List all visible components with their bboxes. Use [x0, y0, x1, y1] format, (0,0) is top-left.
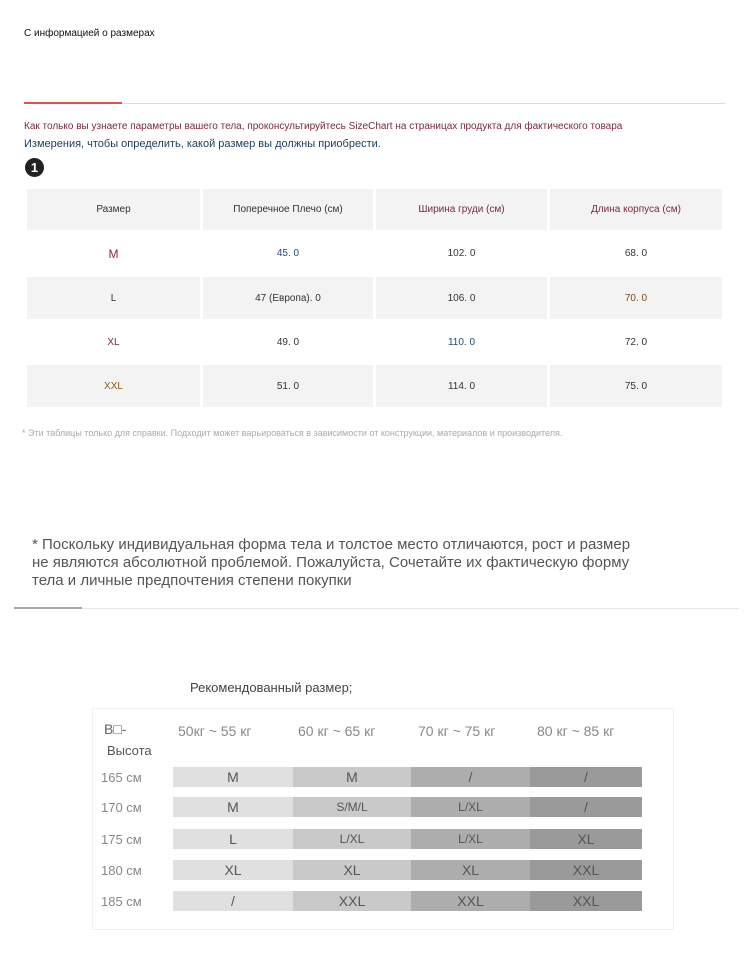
size-recommendation: M — [293, 767, 411, 787]
table-cell: 72. 0 — [624, 336, 648, 348]
table-header: Длина корпуса (см) — [550, 189, 722, 230]
size-recommendation: XXL — [530, 891, 642, 911]
table-cell: L — [27, 277, 200, 319]
intro-text-2: Измерения, чтобы определить, какой размер вы должны приобрести. — [24, 138, 381, 150]
size-recommendation: L/XL — [411, 797, 530, 817]
size-recommendation: XXL — [293, 891, 411, 911]
table-cell: 45. 0 — [276, 248, 300, 259]
height-row-label: 165 см — [101, 770, 142, 785]
size-recommendation: / — [173, 891, 293, 911]
weight-header: 50кг ~ 55 кг — [178, 723, 252, 739]
size-recommendation: XXL — [411, 891, 530, 911]
corner-label: B□- — [104, 721, 127, 737]
table-header: Размер — [27, 189, 200, 230]
recommend-title: Рекомендованный размер; — [190, 680, 353, 695]
table-cell: 68. 0 — [624, 248, 648, 259]
weight-header: 80 кг ~ 85 кг — [537, 723, 615, 739]
table-cell: XXL — [27, 365, 200, 407]
table-note: * Эти таблицы только для справки. Подходит может варьироваться в зависимости от конструкции, материалов и производителя. — [22, 428, 563, 438]
active-tab-indicator — [24, 102, 122, 104]
size-recommendation: XL — [411, 860, 530, 880]
size-recommendation: XXL — [530, 860, 642, 880]
height-row-label: 170 см — [101, 800, 142, 815]
table-header: Ширина груди (см) — [376, 189, 547, 230]
size-recommendation: / — [530, 767, 642, 787]
table-cell: M — [108, 246, 119, 261]
intro-text: Как только вы узнаете параметры вашего тела, проконсультируйтесь SizeChart на страницах продукта для фактического товара — [24, 121, 623, 132]
divider-accent — [14, 607, 82, 609]
height-row-label: 175 см — [101, 832, 142, 847]
table-cell: 51. 0 — [203, 365, 373, 407]
size-recommendation: XL — [530, 829, 642, 849]
size-recommendation: XL — [173, 860, 293, 880]
table-cell: 75. 0 — [550, 365, 722, 407]
page-title: С информацией о размерах — [24, 28, 155, 39]
table-cell: 110. 0 — [447, 336, 476, 348]
step-badge: 1 — [25, 158, 44, 177]
height-label: Высота — [107, 743, 152, 758]
table-cell: 106. 0 — [376, 277, 547, 319]
size-recommendation: L/XL — [411, 829, 530, 849]
size-recommendation: XL — [293, 860, 411, 880]
size-recommendation: / — [530, 797, 642, 817]
divider — [24, 103, 725, 104]
fit-disclaimer: * Поскольку индивидуальная форма тела и толстое место отличаются, рост и размер не являются абсолютной проблемой. Пожалуйста, Сочетайте их фактическую форму тела и личные предпочтения степени покупки — [32, 536, 631, 589]
table-cell: 70. 0 — [550, 277, 722, 319]
size-recommendation: L — [173, 829, 293, 849]
table-cell: 102. 0 — [447, 248, 476, 259]
table-header: Поперечное Плечо (см) — [203, 189, 373, 230]
height-row-label: 185 см — [101, 894, 142, 909]
table-cell: 114. 0 — [376, 365, 547, 407]
size-recommendation: L/XL — [293, 829, 411, 849]
size-recommendation: S/M/L — [293, 797, 411, 817]
divider — [14, 608, 739, 609]
table-cell: 49. 0 — [276, 336, 300, 348]
table-cell: XL — [107, 336, 120, 348]
size-recommendation: M — [173, 767, 293, 787]
table-cell: 47 (Европа). 0 — [203, 277, 373, 319]
weight-header: 60 кг ~ 65 кг — [298, 723, 376, 739]
weight-header: 70 кг ~ 75 кг — [418, 723, 496, 739]
height-row-label: 180 см — [101, 863, 142, 878]
size-recommendation: / — [411, 767, 530, 787]
size-recommendation: M — [173, 797, 293, 817]
